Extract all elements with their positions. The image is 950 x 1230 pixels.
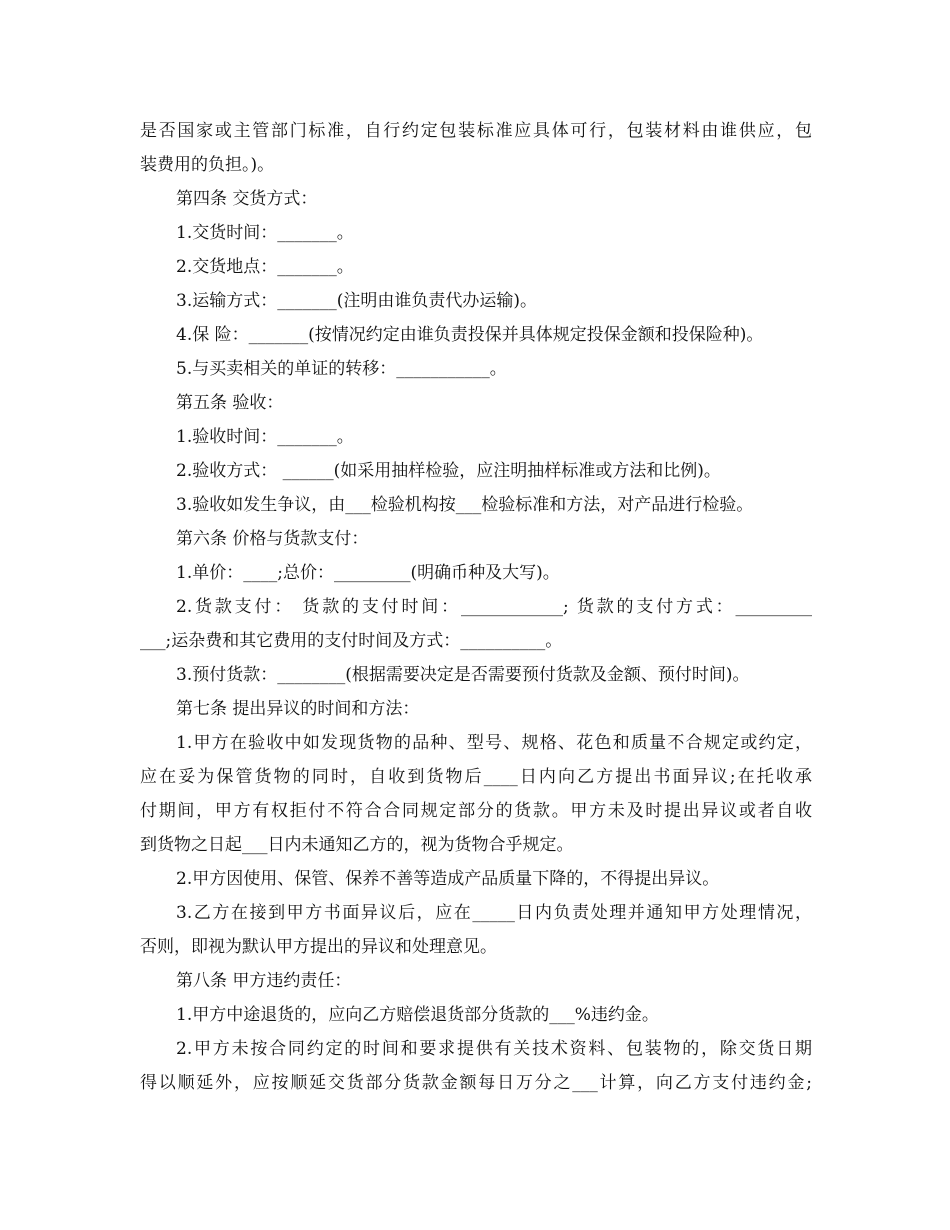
text-line: 第四条 交货方式： <box>176 189 318 209</box>
text-line: 5.与买卖相关的单证的转移：___________。 <box>176 359 507 379</box>
text-line: 应在妥为保管货物的同时，自收到货物后____日内向乙方提出书面异议;在托收承 <box>140 767 812 787</box>
text-line: 2.甲方未按合同约定的时间和要求提供有关技术资料、包装物的，除交货日期 <box>176 1039 812 1059</box>
text-line: 否则，即视为默认甲方提出的异议和处理意见。 <box>140 937 497 957</box>
text-line: 4.保 险：_______(按情况约定由谁负责投保并具体规定投保金额和投保险种)。 <box>176 325 764 345</box>
text-line: 1.甲方在验收中如发现货物的品种、型号、规格、花色和质量不合规定或约定， <box>176 733 812 753</box>
text-line: 第六条 价格与货款支付： <box>176 529 369 549</box>
text-line: 1.验收时间：_______。 <box>176 427 354 447</box>
text-line: ___;运杂费和其它费用的支付时间及方式：__________。 <box>140 631 563 651</box>
text-line: 1.单价：____;总价：_________(明确币种及大写)。 <box>176 563 560 583</box>
text-line: 2.甲方因使用、保管、保养不善等造成产品质量下降的，不得提出异议。 <box>176 869 720 889</box>
text-line: 是否国家或主管部门标准，自行约定包装标准应具体可行，包装材料由谁供应，包 <box>140 121 812 141</box>
text-line: 3.预付货款：________(根据需要决定是否需要预付货款及金额、预付时间)。 <box>176 665 750 685</box>
text-line: 第五条 验收： <box>176 393 284 413</box>
text-line: 第八条 甲方违约责任： <box>176 971 352 991</box>
text-line: 第七条 提出异议的时间和方法： <box>176 699 420 719</box>
text-line: 装费用的负担。)。 <box>140 155 275 175</box>
text-line: 得以顺延外，应按顺延交货部分货款金额每日万分之___计算，向乙方支付违约金; <box>140 1073 812 1093</box>
text-line: 3.运输方式：_______(注明由谁负责代办运输)。 <box>176 291 537 311</box>
text-line: 付期间，甲方有权拒付不符合合同规定部分的货款。甲方未及时提出异议或者自收 <box>140 801 812 821</box>
text-line: 2.交货地点：_______。 <box>176 257 354 277</box>
contract-body <box>140 114 812 1100</box>
text-line: 1.交货时间：_______。 <box>176 223 354 243</box>
text-line: 2.验收方式： ______(如采用抽样检验，应注明抽样标准或方法和比例)。 <box>176 461 721 481</box>
text-line: 到货物之日起___日内未通知乙方的，视为货物合乎规定。 <box>140 835 574 855</box>
text-line: 2.货款支付： 货款的支付时间：____________; 货款的支付方式：_________ <box>176 597 812 617</box>
text-line: 1.甲方中途退货的，应向乙方赔偿退货部分货款的___%违约金。 <box>176 1005 659 1025</box>
text-line: 3.乙方在接到甲方书面异议后，应在_____日内负责处理并通知甲方处理情况， <box>176 903 812 923</box>
text-line: 3.验收如发生争议，由___检验机构按___检验标准和方法，对产品进行检验。 <box>176 495 754 515</box>
